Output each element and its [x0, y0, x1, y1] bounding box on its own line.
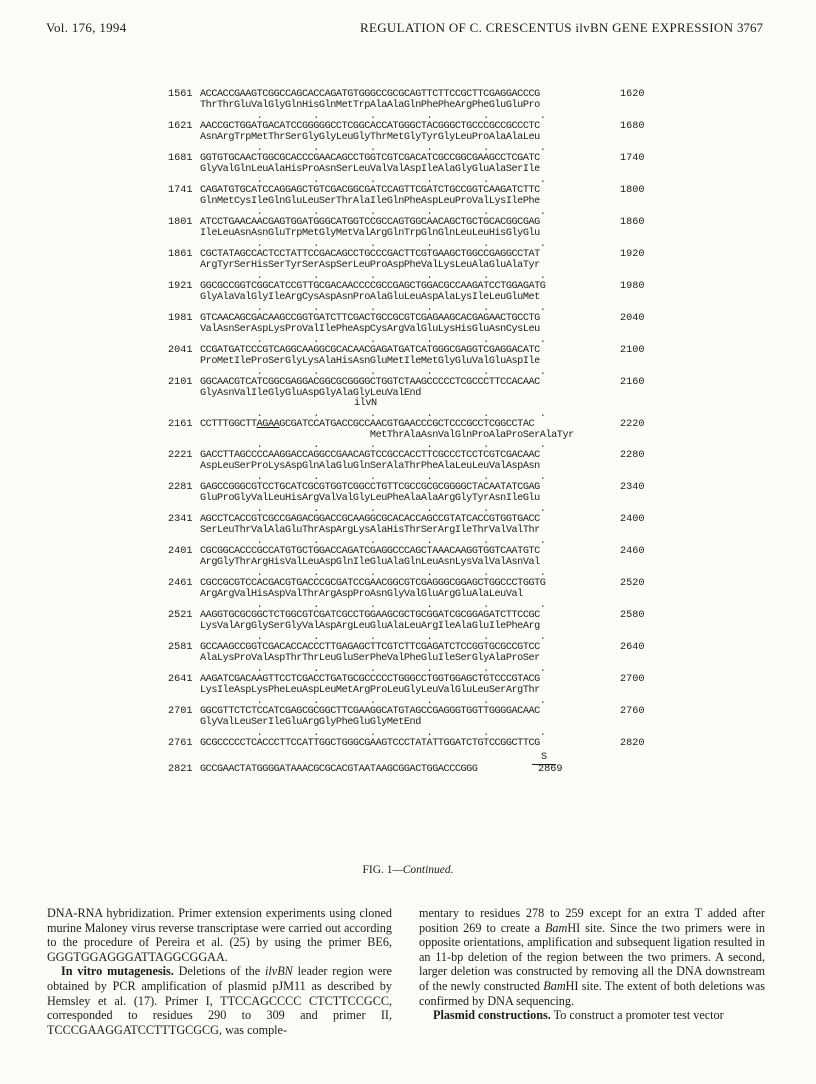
- running-title: REGULATION OF C. CRESCENTUS ilvBN GENE EXPRESSION: [360, 20, 734, 35]
- ruler-dots: . . . . . .: [200, 536, 546, 548]
- protein-translation: ArgGlyThrArgHisValLeuAspGlnIleGluAlaGlnLeuAsnLysValValAsnVal: [200, 557, 540, 569]
- position-end: 2700: [620, 674, 645, 686]
- protein-translation: GlnMetCysIleGlnGluLeuSerThrAlaIleGlnPheAspLeuProValLysIlePhe: [200, 195, 540, 207]
- ruler-dots: . . . . . .: [200, 408, 546, 420]
- position-end: 1800: [620, 184, 645, 196]
- dna-sequence: CGCGGCACCCGCCATGTGCTGGACCAGATCGAGGCCCAGCTAAACAAGGTGGTCAATGTC: [200, 546, 540, 558]
- position-start: 2221: [168, 450, 193, 462]
- position-start: 2401: [168, 546, 193, 558]
- section-heading-plasmid: Plasmid constructions.: [433, 1008, 551, 1023]
- position-start: 2521: [168, 610, 193, 622]
- dna-sequence: CGCTATAGCCACTCCTATTCCGACAGCCTGCCCGACTTCGTGAAGCTGGCCGAGGCCTAT: [200, 248, 540, 260]
- position-start: 2701: [168, 706, 193, 718]
- ruler-dots: . . . . . .: [200, 664, 546, 676]
- position-end: 2760: [620, 706, 645, 718]
- protein-translation: ValAsnSerAspLysProValIlePheAspCysArgValGluLysHisGluAsnCysLeu: [200, 323, 540, 335]
- protein-translation: IleLeuAsnAsnGluTrpMetGlyMetValArgGlnTrpGlnGlnLeuLeuHisGlyGlu: [200, 227, 540, 239]
- figure-caption: [0, 864, 816, 876]
- position-end: 1680: [620, 120, 645, 132]
- ruler-dots: . . . . . .: [200, 142, 546, 154]
- ruler-dots: . . . . . .: [200, 728, 546, 739]
- dna-sequence: CGCCGCGTCCACGACGTGACCCGCGATCCGAACGGCGTCGAGGGCGGAGCTGGCCCTGGTG: [200, 578, 546, 590]
- protein-translation: AlaLysProValAspThrThrLeuGluSerPheValPheGluIleSerGlyAlaProSer: [200, 653, 540, 665]
- position-end: 1740: [620, 152, 645, 164]
- dna-sequence: ACCACCGAAGTCGGCCAGCACCAGATGTGGGCCGCGCAGTTCTTCCGCTTCGAGGACCCG: [200, 89, 540, 100]
- position-start: 2641: [168, 674, 193, 686]
- position-start: 2161: [168, 418, 193, 430]
- dna-sequence: GGCAACGTCATCGGCGAGGACGGCGCGGGGCTGGTCTAAGCCCCCTCGCCCTTCCACAAC: [200, 376, 540, 388]
- position-start: 1681: [168, 152, 193, 164]
- gene-label-ilvN: ilvN: [354, 397, 377, 409]
- paragraph-deletions: mentary to residues 278 to 259 except for an extra T added after position 269 to create a BamHI site. Since the two primers were in opposite orientations, amplification and subsequent ligation resulted in an 11-bp deletion of the region between the two primers. A second, larger deletion was constructed by removing all the DNA downstream of the newly constructed BamHI site. The extent of both deletions was confirmed by DNA sequencing.: [419, 906, 766, 1008]
- position-end: 1980: [620, 280, 645, 292]
- ruler-dots: . . . . . .: [200, 302, 546, 314]
- position-end: 2460: [620, 546, 645, 558]
- protein-translation: ArgArgValHisAspValThrArgAspProAsnGlyValGluArgGluAlaLeuVal: [200, 589, 523, 601]
- protein-translation: GlyValLeuSerIleGluArgGlyPheGluGlyMetEnd: [200, 717, 421, 729]
- protein-translation: MetThrAlaAsnValGlnProAlaProSerAlaTyr: [200, 429, 574, 441]
- position-start: 1981: [168, 312, 193, 324]
- protein-translation: SerLeuThrValAlaGluThrAspArgLysAlaHisThrSerArgIleThrValValThr: [200, 525, 540, 537]
- position-start: 2761: [168, 738, 193, 749]
- sequence-block: [0, 751, 816, 804]
- shine-dalgarno: AGAA: [256, 418, 280, 430]
- ruler-dots: . . . . . .: [200, 632, 546, 644]
- paragraph-mutagenesis: In vitro mutagenesis. Deletions of the ilvBN leader region were obtained by PCR amplification of plasmid pJM11 as described by Hemsley et al. (17). Primer I, TTCCAGCCCC CTCTTCCGCC, corresponded to residues 290 to 309 and primer II, TCCCGAAGGATCCTTTGCGCG, was comple-: [47, 964, 392, 1037]
- paragraph-plasmid: Plasmid constructions. To construct a promoter test vector: [433, 1008, 724, 1023]
- position-start: 2281: [168, 482, 193, 494]
- dna-sequence: GACCTTAGCCCCAAGGACCAGGCCGAACAGTCCGCCACCTTCGCCCTCCTCGTCGACAAC: [200, 450, 540, 462]
- protein-translation: LysIleAspLysPheLeuAspLeuMetArgProLeuGlyLeuValGluLeuSerArgThr: [200, 685, 540, 697]
- position-start: 2041: [168, 344, 193, 356]
- dna-sequence: GCCAAGCCGGTCGACACCACCCTTGAGAGCTTCGTCTTCGAGATCTCCGGTGCGCCGTCC: [200, 642, 540, 654]
- dna-sequence: GCCGAACTATGGGGATAAACGCGCACGTAATAAGCGGACTGGACCCGGG: [200, 763, 478, 775]
- position-start: 2101: [168, 376, 193, 388]
- dna-sequence: GGTGTGCAACTGGCGCACCCGAACAGCCTGGTCGTCGACATCGCCGGCGAAGCCTCGATC: [200, 152, 540, 164]
- dna-sequence: AGCCTCACCGTCGCCGAGACGGACCGCAAGGCGCACACCAGCCGTATCACCGTGGTGACC: [200, 514, 540, 526]
- dna-segment: GCGATCCATGACCGCCAACGTGAACCCGCTCCCGCCTCGGCCTAC: [279, 418, 535, 430]
- ruler-dots: . . . . . .: [200, 472, 546, 484]
- position-end: 1920: [620, 248, 645, 260]
- volume-label: Vol. 176, 1994: [46, 20, 127, 35]
- protein-translation: ArgTyrSerHisSerTyrSerAspSerLeuProAspPheValLysLeuAlaGluAlaTyr: [200, 259, 540, 271]
- section-heading-mutagenesis: In vitro mutagenesis.: [61, 964, 174, 979]
- ruler-dots: . . . . . .: [200, 366, 546, 378]
- ruler-dots: . . . . . .: [200, 568, 546, 580]
- position-end: 2220: [620, 418, 645, 430]
- page-number: 3767: [737, 20, 763, 35]
- figure-label: FIG. 1: [362, 864, 393, 876]
- position-end: 2869: [538, 763, 563, 775]
- position-end: 2100: [620, 344, 645, 356]
- ruler-dots: . . . . . .: [200, 174, 546, 186]
- dna-sequence: GTCAACAGCGACAAGCCGGTGATCTTCGACTGCCGCGTCGAGAAGCACGAGAACTGCCTG: [200, 312, 540, 324]
- position-end: 1620: [620, 89, 645, 100]
- position-end: 2400: [620, 514, 645, 526]
- text-column-left: [47, 906, 392, 1037]
- dna-sequence: GCGCCCCCTCACCCTTCCATTGGCTGGGCGAAGTCCCTATATTGGATCTGTCCGGCTTCG: [200, 738, 540, 749]
- text-column-right: [419, 906, 765, 1023]
- protein-translation: GlyAsnValIleGlyGluAspGlyAlaGlyLeuValEnd: [200, 387, 421, 399]
- position-start: 1801: [168, 216, 193, 228]
- dna-sequence: GGCGCCGGTCGGCATCCGTTGCGACAACCCCGCCGAGCTGGACGCCAAGATCCTGGAGATG: [200, 280, 546, 292]
- position-end: 2640: [620, 642, 645, 654]
- ruler-dots: . . . . . .: [200, 440, 546, 452]
- position-end: 2820: [620, 738, 645, 749]
- protein-translation: GlyValGlnLeuAlaHisProAsnSerLeuValValAspIleAlaGlyGluAlaSerIle: [200, 163, 540, 175]
- running-header: [0, 20, 816, 40]
- dna-sequence: GGCGTTCTCTCCATCGAGCGCGGCTTCGAAGGCATGTAGCCGAGGGTGGTTGGGGACAAC: [200, 706, 540, 718]
- protein-translation: AsnArgTrpMetThrSerGlyGlyLeuGlyThrMetGlyTyrGlyLeuProAlaAlaLeu: [200, 131, 540, 143]
- position-end: 1860: [620, 216, 645, 228]
- ruler-dots: . . . . . .: [200, 206, 546, 218]
- paragraph-hybridization: DNA-RNA hybridization. Primer extension experiments using cloned murine Maloney virus reverse transcriptase were carried out according to the procedure of Pereira et al. (25) by using the primer BE6, GGGTGGAGGGATTAGGCGGAA.: [47, 906, 392, 964]
- position-end: 2280: [620, 450, 645, 462]
- protein-translation: ThrThrGluValGlyGlnHisGlnMetTrpAlaAlaGlnPhePheArgPheGluGluPro: [200, 100, 540, 111]
- position-start: 1861: [168, 248, 193, 260]
- protein-translation: AspLeuSerProLysAspGlnAlaGluGlnSerAlaThrPheAlaLeuLeuValAspAsn: [200, 461, 540, 473]
- dna-segment: CCTTTGGCTT: [200, 418, 257, 430]
- position-start: 1741: [168, 184, 193, 196]
- ruler-dots: . . . . . .: [200, 696, 546, 708]
- protein-translation: ProMetIleProSerGlyLysAlaHisAsnGluMetIleMetGlyGluValGluAspIle: [200, 355, 540, 367]
- protein-translation: GluProGlyValLeuHisArgValValGlyLeuPheAlaAlaArgGlyTyrAsnIleGlu: [200, 493, 540, 505]
- dna-sequence: CAGATGTGCATCCAGGAGCTGTCGACGGCGATCCAGTTCGATCTGCCGGTCAAGATCTTC: [200, 184, 540, 196]
- position-start: 2461: [168, 578, 193, 590]
- dna-sequence: AACCGCTGGATGACATCCGGGGGCCTCGGCACCATGGGCTACGGGCTGCCCGCCGCCCTC: [200, 120, 540, 132]
- site-label-S: S: [532, 752, 556, 765]
- position-end: 2580: [620, 610, 645, 622]
- position-start: 2581: [168, 642, 193, 654]
- position-start: 2341: [168, 514, 193, 526]
- ruler-dots: . . . . . .: [200, 504, 546, 516]
- ruler-dots: . . . . . .: [200, 270, 546, 282]
- dna-sequence: AAGATCGACAAGTTCCTCGACCTGATGCGCCCCCTGGGCCTGGTGGAGCTGTCCCGTACG: [200, 674, 540, 686]
- dna-sequence: CCGATGATCCCGTCAGGCAAGGCGCACAACGAGATGATCATGGGCGAGGTCGAGGACATC: [200, 344, 540, 356]
- ruler-dots: . . . . . .: [200, 334, 546, 346]
- protein-translation: LysValArgGlySerGlyValAspArgLeuGluAlaLeuArgIleAlaGluIlePheArg: [200, 621, 540, 633]
- protein-translation: GlyAlaValGlyIleArgCysAspAsnProAlaGluLeuAspAlaLysIleLeuGluMet: [200, 291, 540, 303]
- position-end: 2040: [620, 312, 645, 324]
- figure-continued: —Continued.: [392, 864, 454, 876]
- ruler-dots: . . . . . .: [200, 110, 546, 122]
- position-start: 1921: [168, 280, 193, 292]
- position-start: 2821: [168, 763, 193, 775]
- position-end: 2340: [620, 482, 645, 494]
- position-start: 1621: [168, 120, 193, 132]
- dna-sequence: AAGGTGCGCGGCTCTGGCGTCGATCGCCTGGAAGCGCTGCGGATCGCGGAGATCTTCCGC: [200, 610, 540, 622]
- ruler-dots: . . . . . .: [200, 600, 546, 612]
- position-end: 2520: [620, 578, 645, 590]
- dna-sequence: GAGCCGGGCGTCCTGCATCGCGTGGTCGGCCTGTTCGCCGCGCGGGGCTACAATATCGAG: [200, 482, 540, 494]
- ruler-dots: . . . . . .: [200, 238, 546, 250]
- position-end: 2160: [620, 376, 645, 388]
- position-start: 1561: [168, 89, 193, 100]
- dna-sequence: ATCCTGAACAACGAGTGGATGGGCATGGTCCGCCAGTGGCAACAGCTGCTGCACGGCGAG: [200, 216, 540, 228]
